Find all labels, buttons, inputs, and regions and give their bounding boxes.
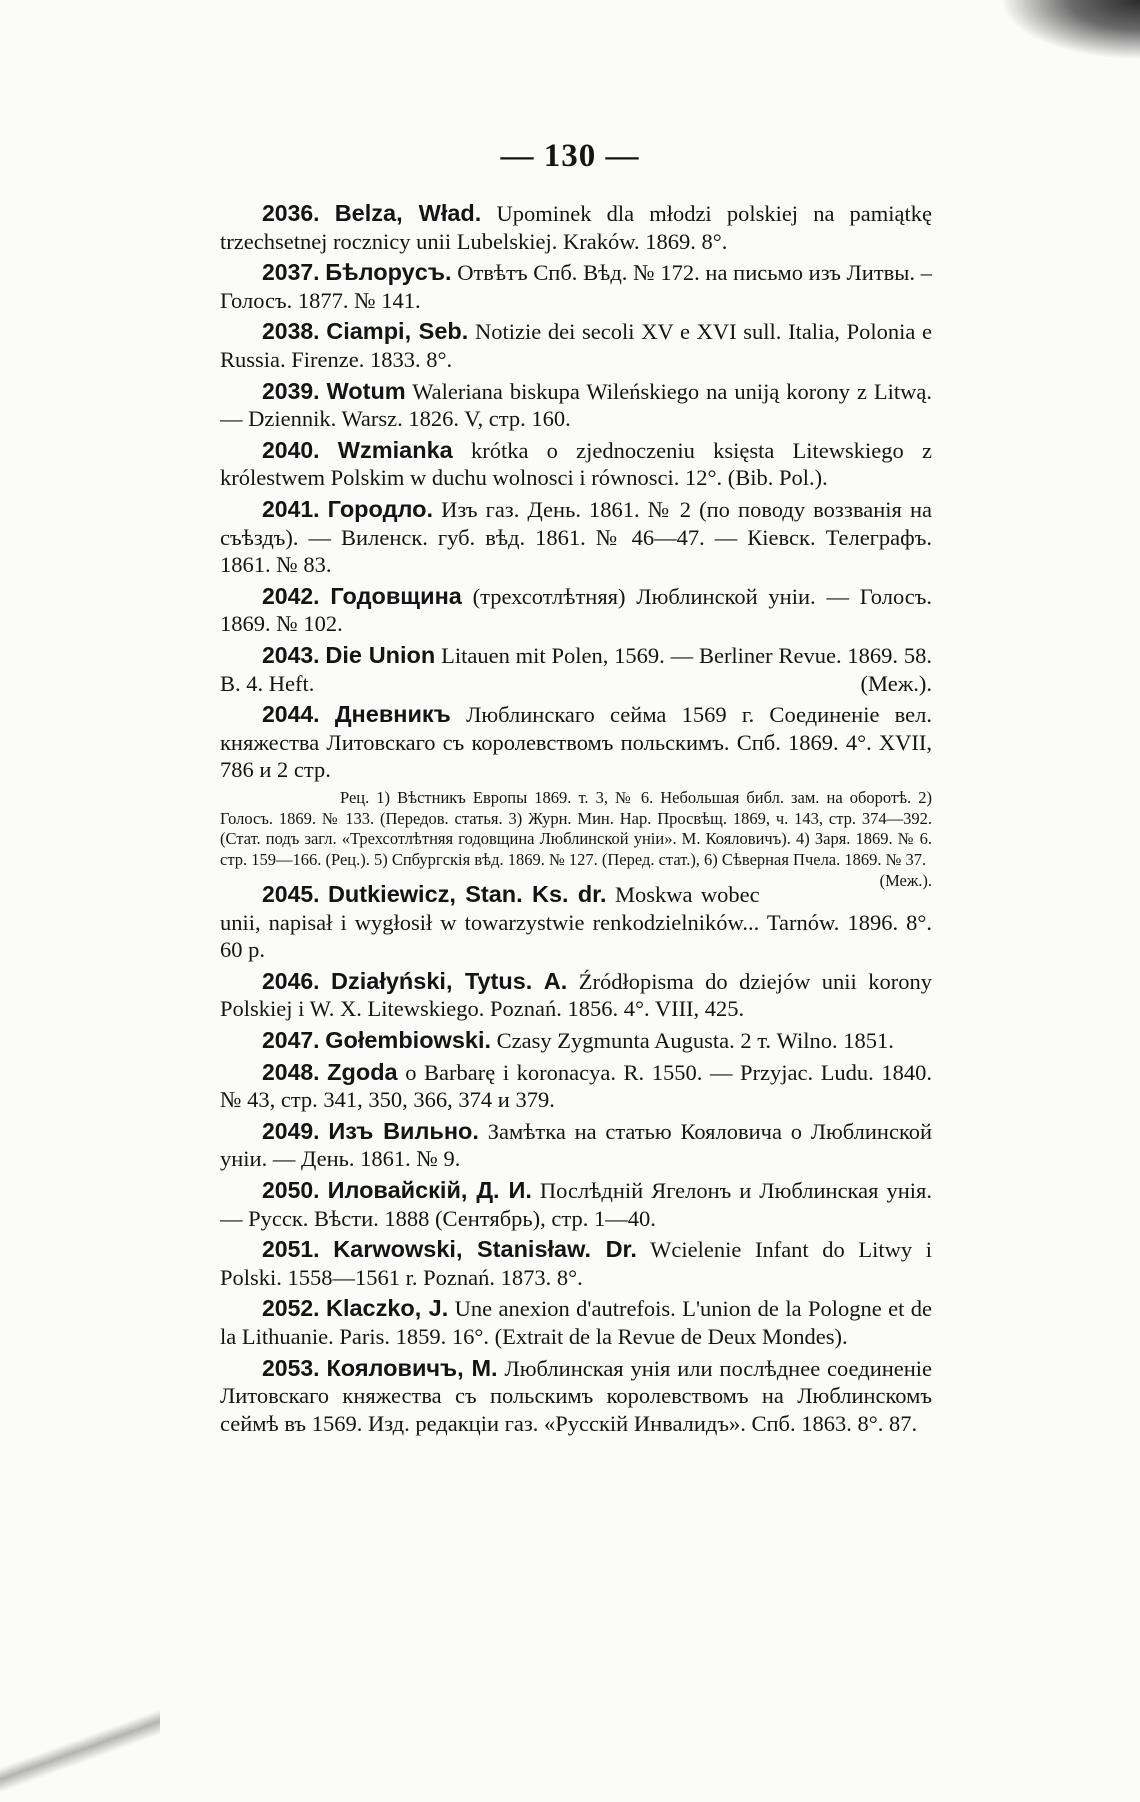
bibliography-entry	[220, 583, 932, 638]
scan-edge-shadow	[0, 1692, 160, 1802]
entry-author: Ciampi, Seb.	[326, 318, 469, 345]
entry-author: Gołembiowski.	[325, 1027, 492, 1054]
entry-author: Бѣлоруcъ.	[325, 259, 452, 286]
bibliography-entry	[220, 259, 932, 314]
entry-author: Zgoda	[327, 1058, 398, 1085]
entry-number: 2045.	[262, 881, 320, 908]
entry-text: Замѣтка на статью Кояловича о Люблинской уніи. — День. 1861. № 9.	[220, 1118, 933, 1172]
entry-author: Karwowski, Stanisław. Dr.	[333, 1236, 637, 1263]
entry-number: 2036.	[262, 200, 320, 226]
bibliography-entry	[220, 642, 932, 697]
entry-author: Иловайскій, Д. И.	[327, 1177, 532, 1203]
entry-author: Wzmianka	[337, 436, 453, 463]
entry-text: Litauen mit Polen, 1569. — Berliner Revue. 1869. 58. B. 4. Heft.	[220, 642, 932, 696]
entry-text: Изъ газ. День. 1861. № 2 (по поводу воззванія на съѣздъ). — Виленск. губ. вѣд. 1861. № 46—47. — Кіевск. Телеграфъ. 1861. № 83.	[220, 496, 933, 578]
entry-number: 2039.	[262, 377, 320, 404]
entry-text: Послѣдній Ягелонъ и Люблинская унія. — Русск. Вѣсти. 1888 (Сентябрь), стр. 1—40.	[220, 1178, 933, 1231]
review-note-source-tag: (Меж.).	[879, 871, 932, 891]
entry-number: 2044.	[262, 701, 320, 728]
entry-author: Belza, Wład.	[334, 200, 482, 226]
entry-text: o Barbarę i koronacya. R. 1550. — Przyjac. Ludu. 1840. № 43, стр. 341, 350, 366, 374 и 379.	[220, 1059, 933, 1113]
entry-text: Люблинская унія или послѣднее соединеніе Литовскаго княжества съ польскимъ королевствомъ на Люблинскомъ сеймѣ въ 1569. Изд. редакціи газ. «Русскій Инвалидъ». Спб. 1863. 8°. 87.	[220, 1355, 933, 1436]
entry-author: Кояловичъ, М.	[326, 1354, 498, 1381]
entry-text: Wcielenie Infant do Litwy i Polski. 1558—1561 r. Poznań. 1873. 8°.	[220, 1237, 933, 1290]
entry-text: Une anexion d'autrefois. L'union de la Pologne et de la Lithuanie. Paris. 1859. 16°. (Extrait de la Revue de Deux Mondes).	[220, 1296, 932, 1349]
bibliography-entry	[220, 437, 932, 492]
entry-text: Люблинскаго сейма 1569 г. Соединеніе вел. княжества Литовскаго съ королевствомъ польскимъ. Спб. 1869. 4°. XVII, 786 и 2 стр.	[220, 702, 933, 783]
bibliography-entry	[220, 1236, 932, 1291]
entry-text: Upominek dla młodzi polskiej na pamiątkę trzechsetnej rocznicy unii Lubelskiej. Kraków. 1869. 8°.	[220, 201, 933, 254]
bibliography-entry	[220, 701, 932, 784]
review-note-text: Рец. 1) Вѣстникъ Европы 1869. т. 3, № 6. Небольшая библ. зам. на оборотѣ. 2) Голосъ. 1869. № 133. (Передов. статья. 3) Журн. Мин. Нар. Просвѣщ. 1869, ч. 143, стр. 374—392. (Стат. подъ загл. «Трехсотлѣтняя годовщина Люблинской уніи». М. Кояловичъ). 4) Заря. 1869. № 6. стр. 159—166. (Рец.). 5) Спбургскія вѣд. 1869. № 127. (Перед. стат.), 6) Сѣверная Пчела. 1869. № 37.	[220, 787, 932, 870]
bibliography-entry	[220, 1355, 932, 1438]
entry-text: Отвѣтъ Спб. Вѣд. № 172. на письмо изъ Литвы. – Голосъ. 1877. № 141.	[220, 260, 932, 313]
entry-text: Czasy Zygmunta Augusta. 2 т. Wilno. 1851.	[496, 1028, 894, 1054]
bibliography-entry	[220, 1118, 932, 1173]
entry-number: 2049.	[262, 1117, 320, 1144]
entry-author: Дневникъ	[334, 701, 451, 728]
entry-author: Działyński, Tytus. A.	[331, 967, 568, 994]
bibliography-entry	[220, 1177, 932, 1232]
entry-number: 2047.	[262, 1027, 320, 1054]
entry-author: Изъ Вильно.	[328, 1117, 479, 1144]
bibliography-entry	[220, 378, 932, 433]
entry-text: Notizie dei secoli XV e XVI sull. Italia, Polonia e Russia. Firenze. 1833. 8°.	[220, 319, 933, 372]
entry-number: 2051.	[262, 1236, 320, 1263]
entry-number: 2050.	[262, 1177, 320, 1203]
entry-number: 2041.	[262, 495, 320, 522]
entry-author: Klaczko, J.	[325, 1295, 449, 1322]
bibliography-entry	[220, 1059, 932, 1114]
bibliography-entry	[220, 1027, 932, 1055]
entry-number: 2053.	[262, 1354, 320, 1381]
scan-corner-shadow	[1000, 0, 1140, 60]
entry-number: 2042.	[262, 582, 320, 609]
bibliography-entry	[220, 1295, 932, 1350]
bibliography-entry	[220, 881, 932, 964]
entry-text: (трехсотлѣтняя) Люблинской уніи. — Голосъ. 1869. № 102.	[220, 583, 933, 637]
bibliography-entry	[220, 496, 932, 579]
entry-number: 2052.	[262, 1295, 320, 1322]
bibliography-entry	[220, 318, 932, 373]
entry-author: Городло.	[327, 495, 433, 522]
entry-text: Waleriana biskupa Wileńskiego na uniją korony z Litwą. — Dziennik. Warsz. 1826. V, стр. 160.	[220, 378, 933, 432]
entry-source-tag: (Меж.).	[860, 670, 932, 696]
entry-author: Die Union	[325, 641, 436, 668]
page-number: — 130 —	[500, 138, 640, 174]
bibliography-list	[220, 200, 932, 1441]
entry-author: Wotum	[326, 377, 406, 404]
entry-number: 2040.	[262, 436, 320, 463]
bibliography-entry	[220, 200, 932, 255]
entry-text: krótka o zjednoczeniu księsta Litewskiego z królestwem Polskim w duchu wolnosci i równosci. 12°. (Bib. Pol.).	[220, 437, 932, 491]
review-note	[220, 787, 932, 891]
entry-number: 2043.	[262, 641, 320, 668]
entry-number: 2038.	[262, 318, 320, 345]
bibliography-entry	[220, 968, 932, 1023]
entry-text: Źródłopisma do dziejów unii korony Polskiej i W. X. Litewskiego. Poznań. 1856. 4°. VIII, 425.	[220, 968, 933, 1022]
entry-author: Годовщина	[330, 582, 462, 609]
entry-number: 2046.	[262, 967, 320, 994]
entry-number: 2048.	[262, 1058, 320, 1085]
entry-author: Dutkiewicz, Stan. Ks. dr.	[327, 881, 607, 908]
entry-text: Moskwa wobec unii, napisał i wygłosił w towarzystwie renkodzielników... Tarnów. 1896. 8°. 60 p.	[220, 882, 932, 963]
entry-number: 2037.	[262, 259, 320, 286]
